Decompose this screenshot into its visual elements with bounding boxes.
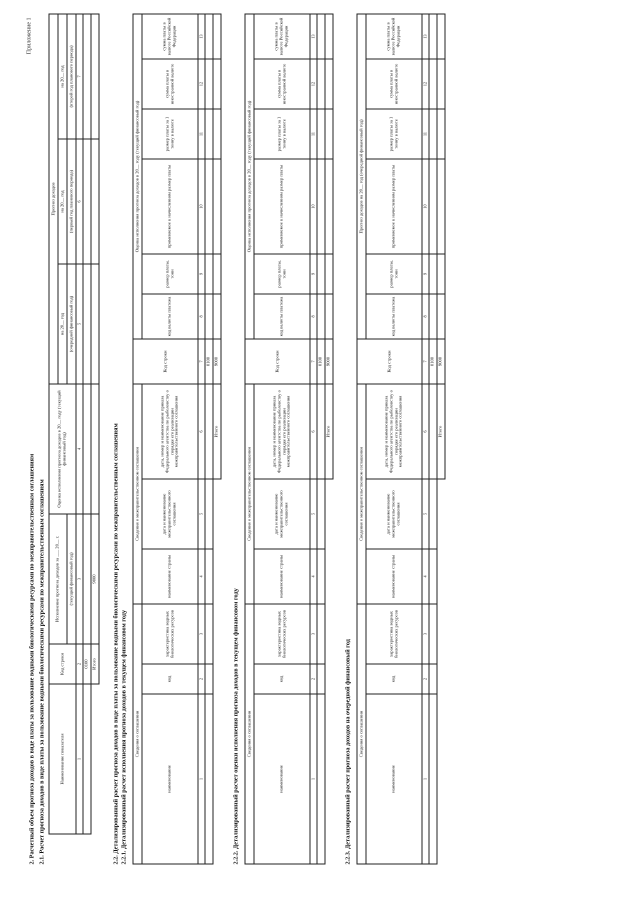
table-cell: 1 [198, 694, 205, 864]
section-2-1-title: 2.1. Расчет прогноза доходов в виде платы за пользование водными биологическими ресурсами по межправительственным соглашениям [38, 479, 46, 865]
table-cell: 7 [310, 339, 317, 384]
table-cell [429, 479, 437, 549]
col-num: 1 [76, 684, 83, 834]
table-cell [325, 694, 333, 864]
table-cell [429, 604, 437, 664]
col-num: 5 [76, 264, 83, 384]
table-cell [437, 254, 445, 294]
table-cell: характеристика водных биологических ресурсов [366, 604, 422, 664]
table-cell: дата, номер и наименование приказа Федерального агентства по рыболовству о порядке его реализации межправительственного соглашения [366, 384, 422, 479]
h-size: размер платы, тонн [142, 254, 198, 294]
table-row [83, 684, 91, 834]
total-code: 9000 [325, 339, 333, 384]
h-est: Оценка исполнения прогноза доходов в 20__ году (текущий финансовый год) [245, 14, 254, 339]
h-f2: на 20__ год [58, 139, 67, 264]
table-cell [317, 549, 325, 604]
table-cell: 11 [198, 109, 205, 159]
h-resources: характеристика водных биологических ресурсов [142, 604, 198, 664]
table-cell [325, 479, 333, 549]
table-cell: 1 [310, 694, 317, 864]
table-cell [205, 479, 213, 549]
table-cell: 11 [310, 109, 317, 159]
table-cell: 6 [198, 384, 205, 479]
table-cell [213, 694, 221, 864]
table-cell [205, 549, 213, 604]
table-cell: 6 [422, 384, 429, 479]
table-cell [325, 159, 333, 254]
table-cell: наименование страны [366, 549, 422, 604]
table-cell [437, 694, 445, 864]
h-exec-sub: (текущий финансовый год) [67, 514, 76, 644]
table-cell: наименование [254, 694, 310, 864]
table-cell: 7 [198, 339, 205, 384]
table-cell [205, 59, 213, 109]
table-cell: наименование [366, 694, 422, 864]
table-cell: код [254, 664, 310, 694]
section-2-2-3-title: 2.2.3. Детализированный расчет прогноза доходов на очередной финансовый год [344, 639, 352, 865]
table-cell [213, 664, 221, 694]
table-cell [205, 664, 213, 694]
table-cell [205, 159, 213, 254]
table-cell [205, 14, 213, 59]
h-country: наименование страны [142, 549, 198, 604]
table-cell: применяемое к начислениям размер платы [366, 159, 422, 254]
table-forecast-summary [49, 13, 100, 834]
table-cell [205, 254, 213, 294]
section-2-2-title: 2.2. Детализированный расчет прогноза доходов в виде платы за пользование водными биологическими ресурсами по межправительственным соглашениям [112, 423, 120, 865]
table-cell: 2 [422, 664, 429, 694]
table-cell [317, 384, 325, 479]
table-cell: наименование страны [254, 549, 310, 604]
h-rowcode: Код строки [357, 339, 422, 384]
table-cell [91, 14, 99, 139]
table-cell [437, 549, 445, 604]
table-cell [83, 514, 91, 644]
table-cell [317, 294, 325, 339]
table-cell: 8 [310, 294, 317, 339]
table-cell: 12 [198, 59, 205, 109]
table-execution-detail [133, 13, 222, 864]
table-cell [325, 109, 333, 159]
h-rule: применяемое к начислениям размер платы [142, 159, 198, 254]
h-name: Наименование показателя [49, 684, 76, 834]
total-code: 9000 [437, 339, 445, 384]
table-cell: характеристика водных биологических ресурсов [254, 604, 310, 664]
h-intergov: Сведения о межправительственном соглашении [245, 384, 254, 604]
table-cell [213, 254, 221, 294]
row-code: 0100 [429, 339, 437, 384]
table-cell: 9 [310, 254, 317, 294]
col-num: 3 [76, 514, 83, 644]
table-cell: 13 [310, 14, 317, 59]
table-cell: 13 [198, 14, 205, 59]
table-cell: 2 [198, 664, 205, 694]
table-cell [325, 59, 333, 109]
table-cell [325, 254, 333, 294]
table-cell [437, 59, 445, 109]
table-cell: код валюты платежа [366, 294, 422, 339]
table-cell: 4 [310, 549, 317, 604]
h-est: Оценка исполнения прогноза доходов в 20__ году (текущий финансовый год) [133, 14, 142, 339]
table-cell: 1 [422, 694, 429, 864]
table-cell: сумма платы в валюте Российской Федерации [366, 14, 422, 59]
table-cell [437, 159, 445, 254]
table-cell [325, 294, 333, 339]
table-cell [437, 14, 445, 59]
table-cell [213, 109, 221, 159]
table-cell: сумма платы в иностранной валюте [254, 59, 310, 109]
table-cell: 6 [310, 384, 317, 479]
h-f1: на 20__ год [58, 264, 67, 384]
h-currency: код валюты платежа [142, 294, 198, 339]
table-cell [317, 254, 325, 294]
h-agreement: Сведения о соглашении [357, 604, 366, 864]
table-cell: размер платы за 1 тонну в валюте [254, 109, 310, 159]
h-f3: на 20__ год [58, 14, 67, 139]
table-cell [437, 294, 445, 339]
table-cell [213, 59, 221, 109]
table-cell [83, 384, 91, 514]
h-code: код [142, 664, 198, 694]
table-cell: дата, номер и наименование приказа Федерального агентства по рыболовству о порядке его реализации межправительственного соглашения [254, 384, 310, 479]
table-cell: 12 [310, 59, 317, 109]
table-cell [429, 664, 437, 694]
table-cell [429, 694, 437, 864]
table-cell: 5 [422, 479, 429, 549]
table-cell: 13 [422, 14, 429, 59]
table-cell [91, 684, 99, 834]
table-cell: 11 [422, 109, 429, 159]
table-cell: размер платы, тонн [366, 254, 422, 294]
total-label: Итого [437, 384, 445, 479]
table-cell: 3 [422, 604, 429, 664]
h-sum: сумма платы в иностранной валюте [142, 59, 198, 109]
table-cell [429, 14, 437, 59]
table-cell: код валюты платежа [254, 294, 310, 339]
table-cell [213, 14, 221, 59]
table-cell [317, 604, 325, 664]
table-cell [437, 604, 445, 664]
table-cell [429, 159, 437, 254]
table-cell: 10 [310, 159, 317, 254]
table-cell [317, 479, 325, 549]
table-cell: 7 [422, 339, 429, 384]
table-cell [205, 294, 213, 339]
rotated-sheet [1, 0, 640, 905]
table-cell: размер платы за 1 тонну в валюте [366, 109, 422, 159]
h-name: наименование [142, 694, 198, 864]
h-order: дата, номер и наименование приказа Федерального агентства по рыболовству о порядке его реализации межправительственного соглашения [142, 384, 198, 479]
h-agreement: Сведения о соглашении [133, 604, 142, 864]
table-cell: сумма платы в иностранной валюте [366, 59, 422, 109]
h-est: Оценка исполнения прогноза доходов в 20__ году (текущий финансовый год) [49, 384, 76, 514]
table-cell: 4 [198, 549, 205, 604]
section-2-2-2-title: 2.2.2. Детализированный расчет оценки исполнения прогноза доходов в текущем финансовом году [232, 588, 240, 865]
table-cell [213, 549, 221, 604]
col-num: 2 [76, 644, 83, 684]
h-rub: сумма платы в валюте Российской Федерации [142, 14, 198, 59]
col-num: 6 [76, 139, 83, 264]
h-agreement: Сведения о соглашении [245, 604, 254, 864]
table-cell [317, 59, 325, 109]
table-cell [205, 604, 213, 664]
h-f3-sub: (второй год планового периода) [67, 14, 76, 139]
table-forecast-detail [357, 14, 446, 865]
table-cell [205, 384, 213, 479]
page-marker: Приложение 1 [26, 17, 33, 55]
h-code: Код строки [49, 644, 76, 684]
table-cell [437, 109, 445, 159]
table-cell [83, 139, 91, 264]
table-cell [325, 14, 333, 59]
table-cell [213, 604, 221, 664]
total-label: Итого [91, 644, 99, 684]
table-cell: 8 [422, 294, 429, 339]
total-code: 9000 [91, 514, 99, 644]
section-2-title: 2. Расчетный объем прогноза доходов в виде платы за пользование водными биологическими ресурсами по межправительственным соглашениям [28, 453, 36, 865]
table-cell [437, 479, 445, 549]
table-cell [213, 479, 221, 549]
col-num: 4 [76, 384, 83, 514]
table-cell: 2 [310, 664, 317, 694]
table-cell [437, 664, 445, 694]
table-cell: 9 [422, 254, 429, 294]
table-cell [317, 159, 325, 254]
table-cell [325, 549, 333, 604]
table-cell: 10 [198, 159, 205, 254]
table-cell [429, 549, 437, 604]
table-cell: сумма платы в валюте Российской Федерации [254, 14, 310, 59]
table-cell [83, 264, 91, 384]
table-cell [91, 264, 99, 384]
row-code: 0100 [205, 339, 213, 384]
table-cell [83, 14, 91, 139]
table-cell [317, 14, 325, 59]
table-cell [317, 664, 325, 694]
h-rate: размер платы за 1 тонну в валюте [142, 109, 198, 159]
col-num: 7 [76, 14, 83, 139]
row-code: 0100 [83, 644, 91, 684]
table-cell [429, 109, 437, 159]
table-cell [91, 384, 99, 514]
table-cell: 5 [310, 479, 317, 549]
table-cell [429, 294, 437, 339]
table-cell [429, 59, 437, 109]
table-cell [213, 294, 221, 339]
table-cell: 5 [198, 479, 205, 549]
row-code: 0100 [317, 339, 325, 384]
h-f1-sub: (очередной финансовый год) [67, 264, 76, 384]
table-cell: 8 [198, 294, 205, 339]
table-cell [213, 159, 221, 254]
total-label: Итого [213, 384, 221, 479]
h-rowcode: Код строки [133, 339, 198, 384]
table-cell [325, 604, 333, 664]
h-forecast: Прогноз доходов [49, 14, 58, 384]
h-forecast: Прогноз доходов на 20__ год (очередной финансовый год) [357, 14, 366, 339]
table-cell: 3 [310, 604, 317, 664]
table-cell: 12 [422, 59, 429, 109]
table-cell [91, 139, 99, 264]
h-intergov: Сведения о межправительственном соглашении [357, 384, 366, 604]
table-cell [325, 664, 333, 694]
table-cell [317, 109, 325, 159]
total-code: 9000 [213, 339, 221, 384]
table-cell [429, 384, 437, 479]
section-2-2-1-title: 2.2.1. Детализированный расчет исполнения прогноза доходов в текущем финансовом году [120, 609, 128, 865]
total-label: Итого [325, 384, 333, 479]
h-date: дата и наименование межправительственного соглашения [142, 479, 198, 549]
table-cell: 3 [198, 604, 205, 664]
table-cell [205, 694, 213, 864]
h-f2-sub: (первый год планового периода) [67, 139, 76, 264]
table-cell: дата и наименование межправительственного соглашения [366, 479, 422, 549]
table-cell: код [366, 664, 422, 694]
table-cell: размер платы, тонн [254, 254, 310, 294]
table-cell: дата и наименование межправительственного соглашения [254, 479, 310, 549]
h-rowcode: Код строки [245, 339, 310, 384]
table-cell [429, 254, 437, 294]
table-cell: 9 [198, 254, 205, 294]
table-cell: 10 [422, 159, 429, 254]
table-estimate-detail [245, 13, 334, 864]
table-cell: применяемое к начислениям размер платы [254, 159, 310, 254]
table-cell [317, 694, 325, 864]
h-intergov: Сведения о межправительственном соглашении [133, 384, 142, 604]
table-cell [205, 109, 213, 159]
h-exec: Исполнение прогноза доходов за ___ 20__ г. [49, 514, 67, 644]
table-cell: 4 [422, 549, 429, 604]
